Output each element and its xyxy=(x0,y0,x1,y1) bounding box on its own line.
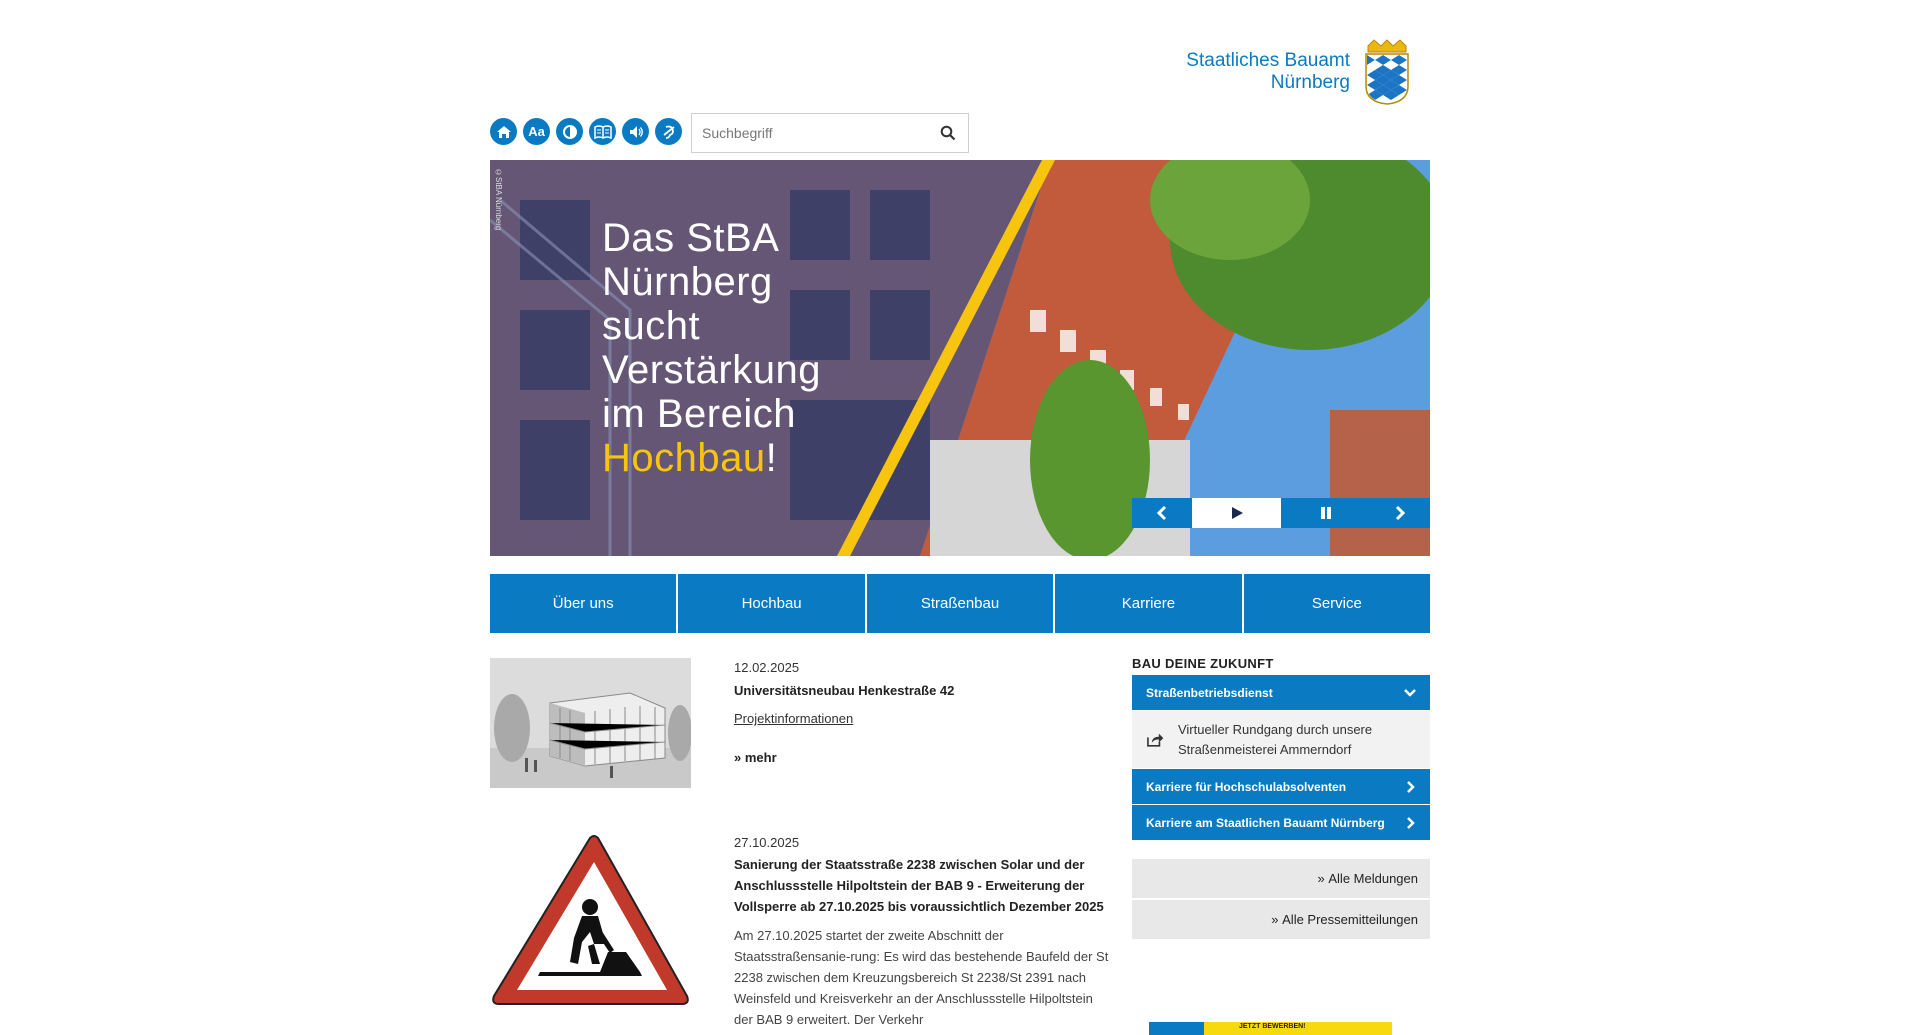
double-chevron-icon: » xyxy=(1317,871,1329,886)
accordion-label: Karriere für Hochschulabsolventen xyxy=(1146,779,1347,794)
accordion-strassenbetriebsdienst[interactable] xyxy=(1132,675,1430,710)
page-wrapper xyxy=(490,0,1430,1035)
main-nav xyxy=(490,574,1430,633)
hero-line-6 xyxy=(602,436,821,480)
accordion-content xyxy=(1132,711,1430,768)
play-icon xyxy=(1230,506,1244,520)
news-title[interactable]: Sanierung der Staatsstraße 2238 zwischen Solar und der Anschlussstelle Hilpoltstein der BAB 9 - Erweiterung der Vollsperre ab 27.10.2025 bis voraussichtlich Dezember 2025 xyxy=(734,857,1104,914)
hero-line-1: Das StBA xyxy=(602,216,780,260)
all-press-label: Alle Pressemitteilungen xyxy=(1282,912,1418,927)
more-label: mehr xyxy=(744,750,777,765)
hero-headline xyxy=(602,216,821,480)
hero-slider xyxy=(490,160,1430,556)
font-size-icon[interactable]: Aa xyxy=(523,118,550,145)
share-icon xyxy=(1146,728,1164,752)
double-chevron-icon: » xyxy=(734,750,742,765)
logo-line-1: Staatliches Bauamt xyxy=(1186,50,1350,71)
logo-text xyxy=(1186,50,1350,94)
virtual-tour-link[interactable]: Virtueller Rundgang durch unsere Straßenmeisterei Ammerndorf xyxy=(1177,721,1373,757)
slider-controls xyxy=(1132,498,1430,528)
sign-language-icon[interactable] xyxy=(655,118,682,145)
search-box xyxy=(691,113,969,153)
promo-banner-accent xyxy=(1149,1022,1204,1035)
chevron-down-icon xyxy=(1404,688,1416,698)
chevron-right-icon xyxy=(1406,781,1416,793)
roadworks-sign-icon[interactable] xyxy=(490,832,691,1010)
nav-item-karriere[interactable]: Karriere xyxy=(1055,574,1241,633)
slider-pause-button[interactable] xyxy=(1281,498,1370,528)
all-news-label: Alle Meldungen xyxy=(1328,871,1418,886)
slider-prev-button[interactable] xyxy=(1132,498,1192,528)
all-news-button[interactable] xyxy=(1132,859,1430,898)
project-info-link[interactable]: Projektinformationen xyxy=(734,711,854,726)
news-title[interactable]: Universitätsneubau Henkestraße 42 xyxy=(734,683,955,698)
hero-line-4: Verstärkung xyxy=(602,348,821,392)
site-logo[interactable] xyxy=(1186,38,1412,106)
hero-line-5: im Bereich xyxy=(602,392,796,436)
accordion-label: Straßenbetriebsdienst xyxy=(1146,685,1273,700)
promo-text: JETZT BEWERBEN! xyxy=(1239,1023,1306,1030)
search-input[interactable] xyxy=(692,115,928,151)
accordion-hochschulabsolventen[interactable] xyxy=(1132,769,1430,804)
logo-line-2: Nürnberg xyxy=(1270,72,1350,93)
search-button[interactable] xyxy=(928,114,968,152)
chevron-right-icon xyxy=(1394,505,1406,521)
hero-suffix: ! xyxy=(765,436,778,480)
image-credit: ©StBA Nürnberg xyxy=(494,168,503,231)
accessibility-toolbar xyxy=(490,118,688,145)
news-body: Am 27.10.2025 startet der zweite Abschnitt der Staatsstraßensanie-rung: Es wird das bestehende Baufeld der St 2238 zwischen dem Kreuzungsbereich St 2238/St 2391 nach Weinsfeld und Kreisverkehr an der Anschlussstelle Hilpoltstein der BAB 9 erweitert. Der Verkehr xyxy=(734,928,1109,1027)
home-icon[interactable] xyxy=(490,118,517,145)
sidebar xyxy=(1132,656,1430,939)
accordion-karriere-bauamt[interactable] xyxy=(1132,805,1430,840)
read-aloud-icon[interactable] xyxy=(622,118,649,145)
promo-banner[interactable] xyxy=(1149,1022,1392,1035)
hero-accent: Hochbau xyxy=(602,436,766,480)
nav-item-strassenbau[interactable]: Straßenbau xyxy=(867,574,1053,633)
sidebar-heading: BAU DEINE ZUKUNFT xyxy=(1132,656,1274,671)
bavarian-crest-icon xyxy=(1362,38,1412,106)
news-date: 27.10.2025 xyxy=(734,835,800,850)
pause-icon xyxy=(1319,506,1333,520)
more-link[interactable] xyxy=(734,750,777,765)
slider-play-button[interactable] xyxy=(1192,498,1281,528)
chevron-right-icon xyxy=(1406,817,1416,829)
news-item-1 xyxy=(734,660,1114,728)
news-image-building[interactable] xyxy=(490,658,691,788)
accordion-label: Karriere am Staatlichen Bauamt Nürnberg xyxy=(1146,815,1385,830)
contrast-icon[interactable] xyxy=(556,118,583,145)
chevron-left-icon xyxy=(1156,505,1168,521)
nav-item-hochbau[interactable]: Hochbau xyxy=(678,574,864,633)
hero-line-3: sucht xyxy=(602,304,701,348)
nav-item-ueber-uns[interactable]: Über uns xyxy=(490,574,676,633)
search-icon xyxy=(940,125,956,141)
all-press-button[interactable] xyxy=(1132,900,1430,939)
double-chevron-icon: » xyxy=(1271,912,1283,927)
news-item-2 xyxy=(734,835,1114,1030)
hero-line-2: Nürnberg xyxy=(602,260,773,304)
news-date: 12.02.2025 xyxy=(734,660,800,675)
slider-next-button[interactable] xyxy=(1370,498,1430,528)
easy-language-icon[interactable] xyxy=(589,118,616,145)
nav-item-service[interactable]: Service xyxy=(1244,574,1430,633)
